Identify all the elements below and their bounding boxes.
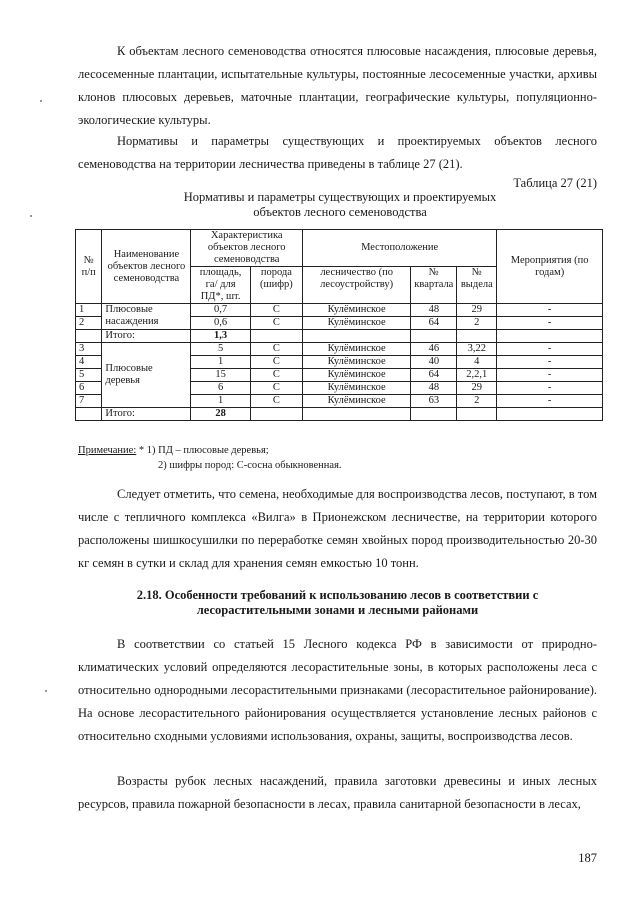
header-location: Местоположение: [303, 230, 497, 267]
section-heading-line1: 2.18. Особенности требований к использованию лесов в соответствии с: [136, 588, 539, 602]
cell-forestry: Кулёминское: [303, 382, 411, 395]
header-species: порода (шифр): [250, 267, 302, 304]
cell-section: 2,2,1: [457, 369, 497, 382]
cell-measures: -: [497, 356, 603, 369]
subtotal-label: Итого:: [102, 408, 191, 421]
cell-num: 6: [76, 382, 102, 395]
cell-forestry: Кулёминское: [303, 343, 411, 356]
table-label: Таблица 27 (21): [513, 176, 597, 190]
cell-species: С: [250, 343, 302, 356]
cell-num: 5: [76, 369, 102, 382]
cell-measures: -: [497, 382, 603, 395]
page-number: 187: [578, 851, 597, 865]
cell-area: 1: [191, 356, 250, 369]
cell-quarter: 48: [411, 304, 457, 317]
cell-quarter: 64: [411, 317, 457, 330]
subtotal-row: [76, 330, 603, 343]
cell-measures: -: [497, 395, 603, 408]
cell-area: 0,6: [191, 317, 250, 330]
cell-num: 7: [76, 395, 102, 408]
cell-num: 2: [76, 317, 102, 330]
table-row: [76, 304, 603, 317]
paragraph-seed-supply: Следует отметить, что семена, необходимые для воспроизводства лесов, поступают, в том числе с тепличного комплекса «Вилга» в Прионежском лесничестве, на территории которого расположены шишкосушилки по переработке семян хвойных пород производительностью 20-30 кг семян в сутки и склад для хранения семян емкостью 10 тонн.: [78, 487, 597, 570]
header-quarter: № квартала: [411, 267, 457, 304]
cell-quarter: 46: [411, 343, 457, 356]
cell-area: 0,7: [191, 304, 250, 317]
cell-forestry: Кулёминское: [303, 395, 411, 408]
header-area: площадь, га/ для ПД*, шт.: [191, 267, 250, 304]
cell-area: 5: [191, 343, 250, 356]
table-note: [78, 443, 269, 458]
paragraph-seed-objects: К объектам лесного семеноводства относятся плюсовые насаждения, плюсовые деревья, лесосеменные плантации, испытательные культуры, постоянные лесосеменные участки, архивы клонов плюсовых деревьев, маточные плантации, географические культуры, популяционно-экологические культуры.: [78, 44, 597, 127]
cell-species: С: [250, 317, 302, 330]
table-row: [76, 343, 603, 356]
cell-section: 3,22: [457, 343, 497, 356]
group-plus-trees: Плюсовые деревья: [102, 343, 191, 408]
table-header-row: [76, 230, 603, 267]
cell-area: 1: [191, 395, 250, 408]
cell-num: 1: [76, 304, 102, 317]
seed-objects-table: [75, 229, 603, 421]
header-characteristics: Характеристика объектов лесного семеноводства: [191, 230, 303, 267]
scan-dot: [40, 100, 42, 102]
cell-quarter: 63: [411, 395, 457, 408]
table-title-line1: Нормативы и параметры существующих и проектируемых: [183, 190, 497, 204]
cell-section: 29: [457, 382, 497, 395]
scan-dot: [45, 690, 47, 692]
note-line1: * 1) ПД – плюсовые деревья;: [138, 445, 269, 456]
cell-forestry: Кулёминское: [303, 356, 411, 369]
table-title-line2: объектов лесного семеноводства: [253, 205, 427, 219]
cell-quarter: 48: [411, 382, 457, 395]
header-name: Наименование объектов лесного семеноводства: [102, 230, 191, 304]
cell-forestry: Кулёминское: [303, 304, 411, 317]
cell-measures: -: [497, 304, 603, 317]
cell-area: 15: [191, 369, 250, 382]
header-forestry: лесничество (по лесоустройству): [303, 267, 411, 304]
subtotal-value: 28: [191, 408, 250, 421]
cell-section: 4: [457, 356, 497, 369]
paragraph-cutting-ages: Возрасты рубок лесных насаждений, правила заготовки древесины и иных лесных ресурсов, правила пожарной безопасности в лесах, правила санитарной безопасности в лесах,: [78, 774, 597, 811]
cell-section: 2: [457, 317, 497, 330]
note-label: Примечание:: [78, 445, 137, 456]
cell-measures: -: [497, 317, 603, 330]
cell-section: 29: [457, 304, 497, 317]
cell-num: 4: [76, 356, 102, 369]
scan-dot: [30, 215, 32, 217]
subtotal-value: 1,3: [191, 330, 250, 343]
note-line2: 2) шифры пород: С-сосна обыкновенная.: [158, 460, 342, 471]
cell-species: С: [250, 382, 302, 395]
cell-section: 2: [457, 395, 497, 408]
cell-quarter: 64: [411, 369, 457, 382]
subtotal-label: Итого:: [102, 330, 191, 343]
header-section: № выдела: [457, 267, 497, 304]
cell-area: 6: [191, 382, 250, 395]
cell-measures: -: [497, 369, 603, 382]
group-plus-stands: Плюсовые насаждения: [102, 304, 191, 330]
cell-species: С: [250, 304, 302, 317]
cell-forestry: Кулёминское: [303, 317, 411, 330]
cell-num: 3: [76, 343, 102, 356]
header-measures: Мероприятия (по годам): [497, 230, 603, 304]
cell-species: С: [250, 395, 302, 408]
subtotal-row: [76, 408, 603, 421]
cell-species: С: [250, 369, 302, 382]
paragraph-norms-intro: Нормативы и параметры существующих и проектируемых объектов лесного семеноводства на территории лесничества приведены в таблице 27 (21).: [78, 134, 597, 171]
section-heading-line2: лесорастительными зонами и лесными районами: [196, 603, 479, 617]
paragraph-forest-zoning: В соответствии со статьей 15 Лесного кодекса РФ в зависимости от природно-климатических условий определяются лесорастительные зоны, в которых расположены леса с относительно однородными лесорастительными признаками (лесорастительное районирование). На основе лесорастительного районирования осуществляется установление лесных районов с относительно сходными условиями использования, охраны, защиты, воспроизводства лесов.: [78, 637, 597, 743]
cell-species: С: [250, 356, 302, 369]
cell-measures: -: [497, 343, 603, 356]
cell-quarter: 40: [411, 356, 457, 369]
cell-forestry: Кулёминское: [303, 369, 411, 382]
header-num: № п/п: [76, 230, 102, 304]
